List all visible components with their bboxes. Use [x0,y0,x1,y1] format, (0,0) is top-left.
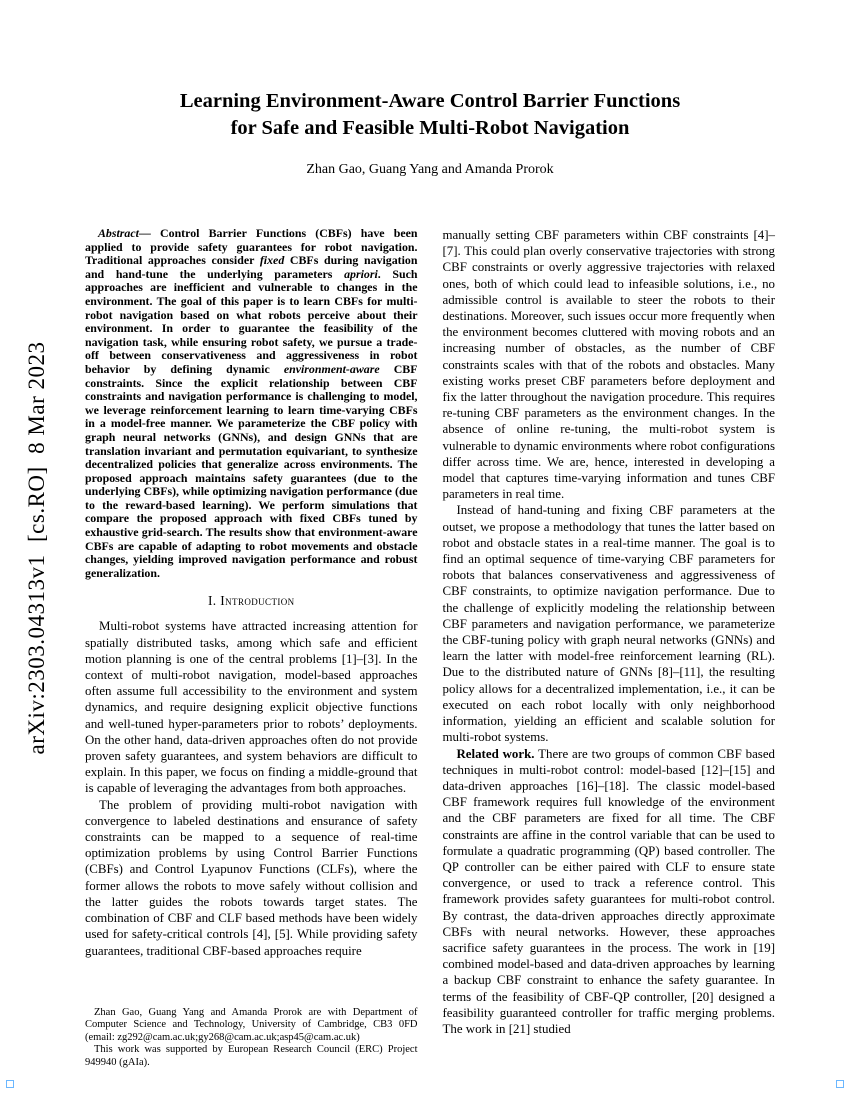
intro-paragraph-1: Multi-robot systems have attracted increasing attention for spatially distributed tasks, among which safe and efficient motion planning is one of the central problems [1]–[3]. In the context of multi-robot navigation, model-based approaches often assume full accessibility to the environment and system dynamics, and require designing explicit objective functions and well-tuned hyper-parameters prior to robots’ deployments. On the other hand, data-driven approaches often do not provide proven safety guarantees, and system behaviors are difficult to explain. In this paper, we focus on finding a middle-ground that is capable of leveraging the advantages from both approaches. [85,619,418,796]
left-column [85,227,418,1069]
abstract-label: Abstract— [98,226,151,240]
abstract-text: CBFs during navigation and hand-tune the underlying parameters [85,253,418,281]
right-paragraph-2: Instead of hand-tuning and fixing CBF parameters at the outset, we propose a methodology that tunes the latter based on robot and obstacle states in a real-time manner. The goal is to find an optimal sequence of time-varying CBF parameters for robots that balances conservativeness and aggressiveness of CBF constraints, to optimize navigation performance. Due to the challenge of explicitly modeling the relationship between CBF parameters and navigation performance, we parameterize the CBF-tuning policy with graph neural networks (GNNs) and learn the latter with model-free reinforcement learning (RL). Due to the distributed nature of GNNs [8]–[11], the resulting policy allows for a decentralized implementation, i.e., it can be executed on each robot locally with only neighborhood information, yielding an efficient and scalable solution for multi-robot systems. [442,503,775,745]
related-work-label: Related work. [456,746,535,761]
abstract-text: CBF constraints. Since the explicit relationship between CBF constraints and navigation performance is challenging to model, we leverage reinforcement learning to learn time-varying CBFs in a model-free manner. We parameterize the CBF policy with graph neural networks (GNNs), and design GNNs that are translation invariant and permutation equivariant, to synthesize decentralized policies that generalize across environments. The proposed approach maintains safety guarantees (due to the underlying CBFs), while optimizing navigation performance (due to the reward-based learning). We perform simulations that compare the proposed approach with fixed CBFs tuned by exhaustive grid-search. The results show that environment-aware CBFs are capable of adapting to robot movements and obstacle changes, yielding improved navigation performance and robust generalization. [85,361,418,580]
title-line-2: for Safe and Feasible Multi-Robot Navigation [230,116,630,139]
abstract-italic-apriori: apriori [344,266,378,281]
footnote-block [85,1001,418,1069]
section-heading-introduction: I. Introduction [207,593,295,609]
footnote-affiliation: Zhan Gao, Guang Yang and Amanda Prorok are with Department of Computer Science and Technology, University of Cambridge, CB3 0FD (email: zg292@cam.ac.uk;gy268@cam.ac.uk;asp45@cam.ac.uk) [85,1006,418,1043]
abstract-text: Control Barrier Functions (CBFs) have been applied to provide safety guarantees for robot navigation. Traditional approaches consider [85,226,418,268]
related-work-paragraph [443,746,776,1038]
intro-paragraph-2: The problem of providing multi-robot navigation with convergence to labeled destinations and ensurance of safety constraints can be mapped to a sequence of real-time optimization problems by using Control Barrier Functions (CBFs) and Control Lyapunov Functions (CLFs), where the former allows the robots to move safely without collision and the latter guides the robots towards target states. The combination of CBF and CLF based methods have been widely used for safety-critical controls [4], [5]. While providing safety guarantees, traditional CBF-based approaches require [85,797,418,958]
abstract-italic-fixed: fixed [259,253,285,268]
authors-line: Zhan Gao, Guang Yang and Amanda Prorok [306,162,554,178]
abstract-paragraph [85,227,418,580]
paper-title [80,88,780,141]
arxiv-watermark: arXiv:2303.04313v1 [cs.RO] 8 Mar 2023 [24,341,49,755]
paper-header [80,88,780,178]
abstract-italic-environment-aware: environment-aware [283,361,380,376]
related-work-text: There are two groups of common CBF based techniques in multi-robot control: model-based [12]–[15] and data-driven approaches [16]–[18]. The classic model-based CBF framework requires full knowledge of the environment and the CBF parameters are fixed for all time. The CBF constraints are affine in the control variable that can be used to formulate a quadratic programming (QP) based controller. The QP controller can be either paired with CLF to ensure state convergence, or used to track a reference control. This framework provides safety guarantees for multi-robot control. By contrast, the data-driven approaches directly approximate CBFs with neural networks. However, these approaches sacrifice safety guarantees in the process. The work in [19] combined model-based and data-driven approaches by learning a backup CBF constraint to enhance the safety guarantee. In terms of the feasibility of CBF-QP controller, [20] designed a feasibility guaranteed controller for traffic merging problems. The work in [21] studied [442,746,775,1036]
footnote-funding: This work was supported by European Research Council (ERC) Project 949940 (gAIa). [85,1044,418,1068]
title-line-1: Learning Environment-Aware Control Barrier Functions [179,90,681,112]
abstract-text: . Such approaches are inefficient and vulnerable to changes in the environment. The goal of this paper is to learn CBFs for multi-robot navigation based on what robots perceive about their environment. In order to guarantee the feasibility of the navigation task, while ensuring robot safety, we pursue a trade-off between conservativeness and aggressiveness in robot behavior by defining dynamic [85,266,418,376]
right-column [443,227,776,1069]
two-column-body [85,227,775,1069]
corner-mark-left [6,1080,14,1088]
corner-mark-right [836,1080,844,1088]
right-paragraph-1: manually setting CBF parameters within CBF constraints [4]–[7]. This could plan overly conservative trajectories with strong CBF constraints or overly aggressive trajectories with relaxed ones, both of which could lead to infeasible solutions, i.e., no admissible control is available to steer the robots to their destinations. Moreover, such issues occur more frequently when the environment becomes cluttered with moving robots and an increasing number of obstacles, as the number of CBF constraints scales with that of the robots and obstacles. Many existing works preset CBF parameters before deployment and fix the latter throughout the navigation procedure. This requires re-tuning CBF parameters as the environment changes. In the absence of online re-tuning, the multi-robot system is vulnerable to dynamic environments where robot configurations differ across time. We are, hence, interested in developing a model that captures time-varying information and tunes CBF parameters in real time. [442,228,775,502]
